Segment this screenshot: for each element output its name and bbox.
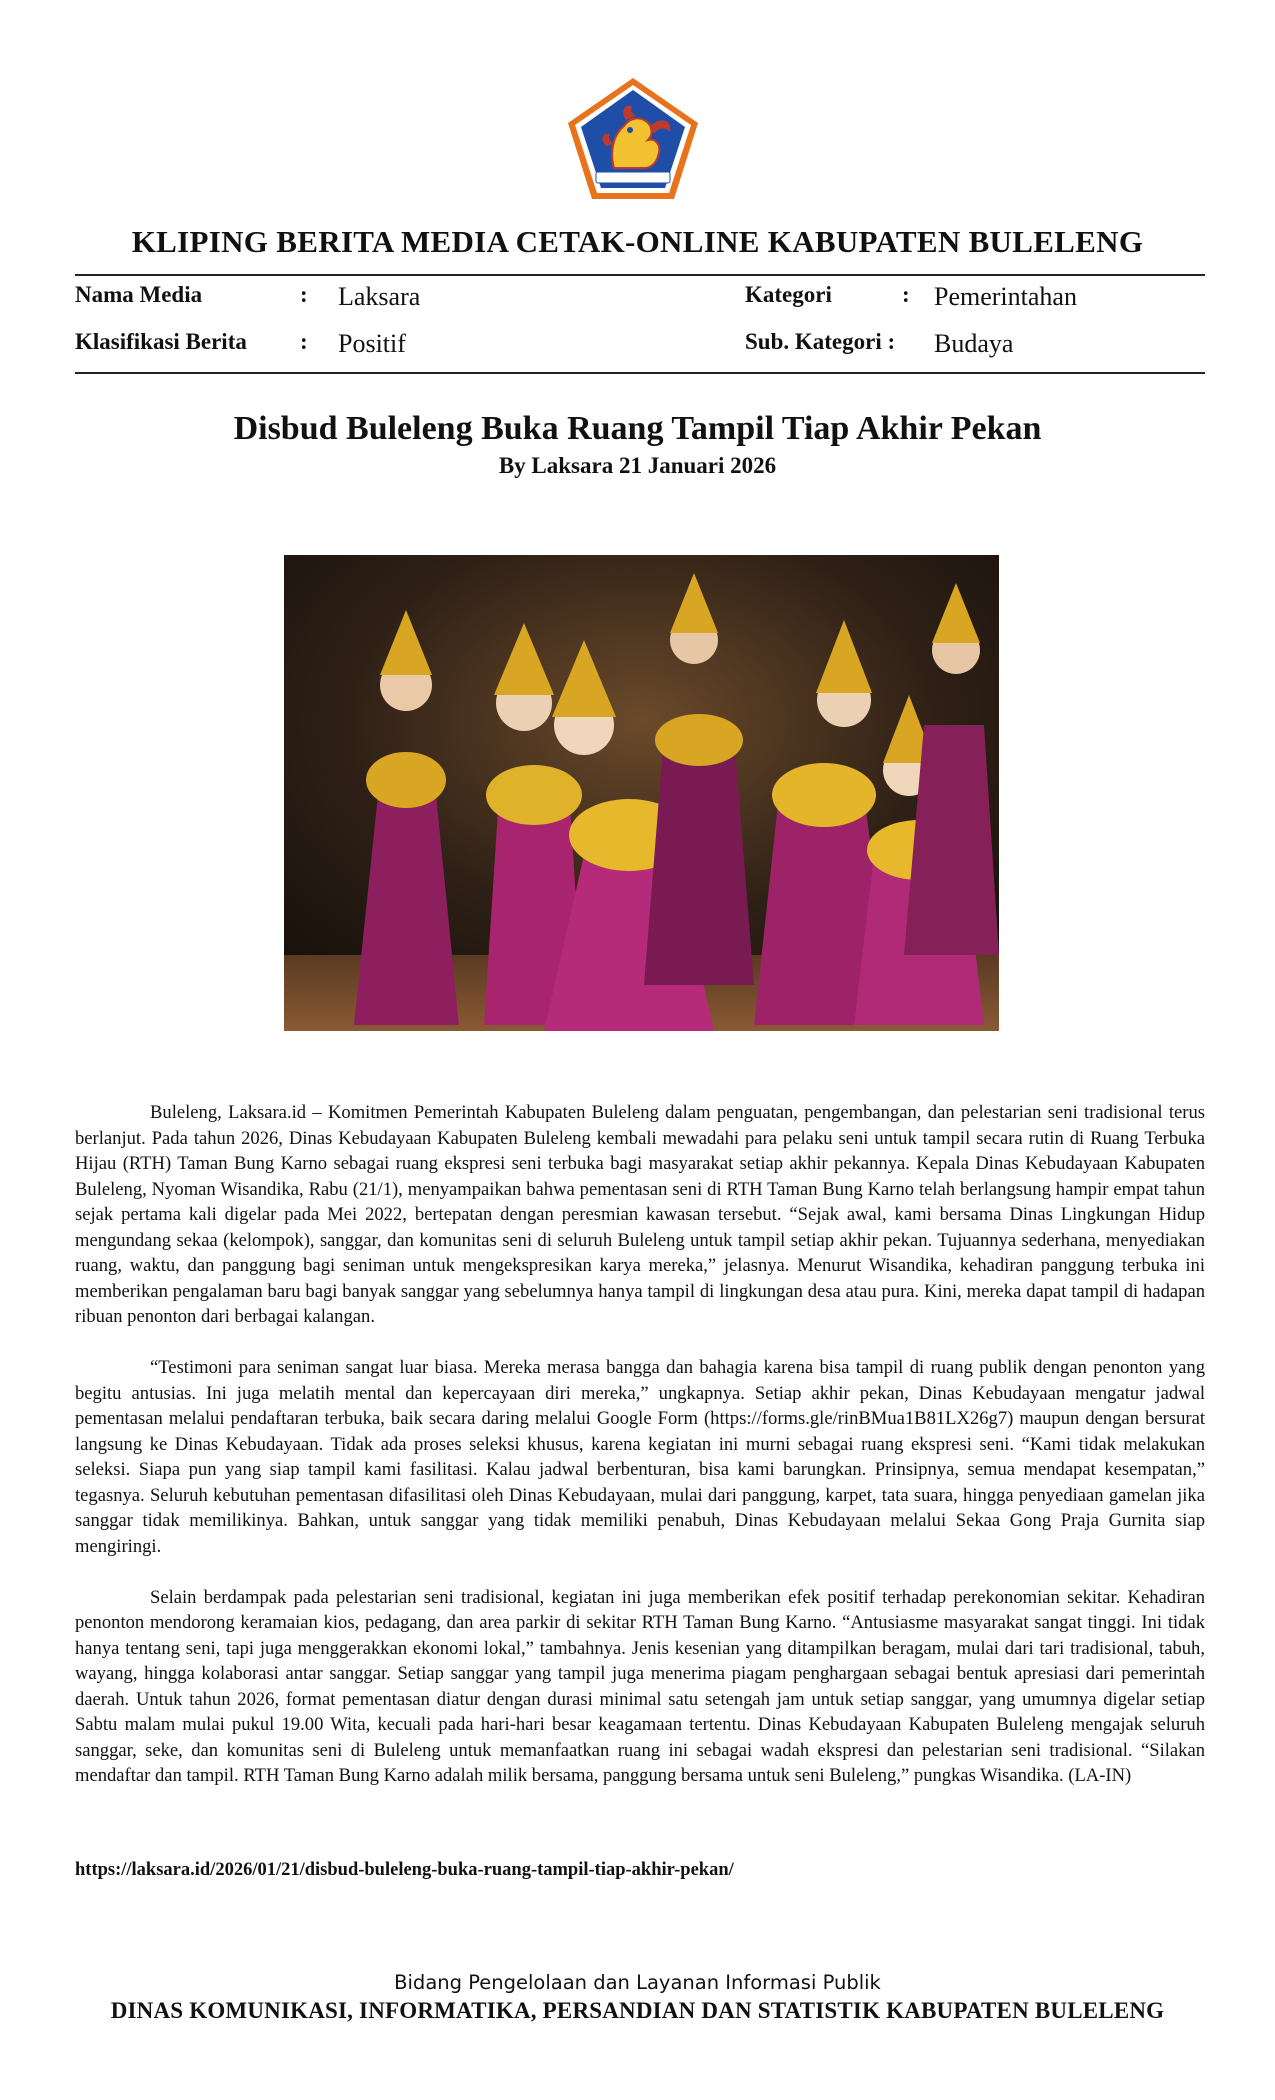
article-byline: By Laksara 21 Januari 2026: [498, 453, 777, 478]
article-photo: [284, 555, 999, 1031]
article-paragraph-3: Selain berdampak pada pelestarian seni tradisional, kegiatan ini juga memberikan efek positif terhadap perekonomian sekitar. Kehadiran penonton mendorong keramaian kios, pedagang, dan area parkir di sekitar RTH Taman Bung Karno. “Antusiasme masyarakat sangat tinggi. Ini tidak hanya tentang seni, tapi juga menggerakkan ekonomi lokal,” tambahnya. Jenis kesenian yang ditampilkan beragam, mulai dari tari tradisional, tabuh, wayang, hingga kolaborasi antar sanggar. Setiap sanggar yang tampil juga menerima piagam penghargaan sebagai bentuk apresiasi dari pemerintah daerah. Untuk tahun 2026, format pementasan diatur dengan durasi minimal satu setengah jam untuk setiap sanggar, yang umumnya digelar setiap Sabtu malam mulai pukul 19.00 Wita, kecuali pada hari-hari besar keagamaan tertentu. Dinas Kebudayaan Kabupaten Buleleng mengajak seluruh sanggar, seke, dan komunitas seni di Buleleng untuk memanfaatkan ruang ini sebagai wadah ekspresi dan pelestarian seni tradisional. “Silakan mendaftar dan tampil. RTH Taman Bung Karno adalah milik bersama, panggung bersama untuk seni Buleleng,” pungkas Wisandika. (LA-IN): [75, 1586, 1205, 1786]
article-paragraph-1: Buleleng, Laksara.id – Komitmen Pemerintah Kabupaten Buleleng dalam penguatan, pengembangan, dan pelestarian seni tradisional terus berlanjut. Pada tahun 2026, Dinas Kebudayaan Kabupaten Buleleng kembali mewadahi para pelaku seni untuk tampil secara rutin di Ruang Terbuka Hijau (RTH) Taman Bung Karno sebagai ruang ekspresi seni terbuka bagi masyarakat setiap akhir pekannya. Kepala Dinas Kebudayaan Kabupaten Buleleng, Nyoman Wisandika, Rabu (21/1), menyampaikan bahwa pementasan seni di RTH Taman Bung Karno telah berlangsung hampir empat tahun sejak pertama kali digelar pada Mei 2022, bertepatan dengan peresmian kawasan tersebut. “Sejak awal, kami bersama Dinas Lingkungan Hidup mengundang sekaa (kelompok), sanggar, dan komunitas seni di seluruh Buleleng untuk tampil setiap akhir pekan. Tujuannya sederhana, menyediakan ruang, waktu, dan panggung bagi seniman untuk mengekspresikan karya mereka,” jelasnya. Menurut Wisandika, kehadiran panggung terbuka ini memberikan pengalaman baru bagi banyak sanggar yang sebelumnya hanya tampil di lingkungan desa atau pura. Kini, mereka dapat tampil di hadapan ribuan penonton dari berbagai kalangan.: [75, 1102, 1205, 1327]
header-rule-bottom: [75, 372, 1205, 374]
klasifikasi-value: Positif: [338, 329, 406, 358]
kategori-colon: :: [902, 282, 910, 307]
kabupaten-buleleng-logo: [566, 76, 700, 202]
article-paragraph-2: “Testimoni para seniman sangat luar biasa. Mereka merasa bangga dan bahagia karena bisa tampil di ruang publik dengan penonton yang begitu antusias. Ini juga melatih mental dan kepercayaan diri mereka,” ungkapnya. Setiap akhir pekan, Dinas Kebudayaan mengatur jadwal pementasan melalui pendaftaran terbuka, baik secara daring melalui Google Form (https://forms.gle/rinBMua1B81LX26g7) maupun dengan bersurat langsung ke Dinas Kebudayaan. Tidak ada proses seleksi khusus, karena kegiatan ini murni sebagai ruang ekspresi seni. “Kami tidak melakukan seleksi. Siapa pun yang siap tampil kami fasilitasi. Kalau jadwal berbenturan, bisa kami barungkan. Prinsipnya, semua mendapat kesempatan,” tegasnya. Seluruh kebutuhan pementasan difasilitasi oleh Dinas Kebudayaan, mulai dari panggung, karpet, tata suara, hingga penyediaan gamelan jika sanggar tidak memilikinya. Bahkan, untuk sanggar yang tidak memiliki penabuh, Dinas Kebudayaan melalui Sekaa Gong Praja Gurnita siap mengiringi.: [75, 1357, 1205, 1557]
kategori-label: Kategori: [745, 282, 832, 307]
sub-kategori-value: Budaya: [934, 329, 1014, 358]
header-rule-top: [75, 274, 1205, 276]
kategori-value: Pemerintahan: [934, 282, 1077, 311]
article-body: [75, 1100, 1205, 1814]
sub-kategori-label: Sub. Kategori :: [745, 329, 896, 354]
klasifikasi-colon: :: [300, 329, 308, 354]
nama-media-value: Laksara: [338, 282, 421, 311]
footer-agency: DINAS KOMUNIKASI, INFORMATIKA, PERSANDIAN DAN STATISTIK KABUPATEN BULELENG: [110, 1998, 1165, 2023]
article-headline: Disbud Buleleng Buka Ruang Tampil Tiap Akhir Pekan: [233, 410, 1042, 447]
klasifikasi-label: Klasifikasi Berita: [75, 329, 247, 354]
nama-media-label: Nama Media: [75, 282, 203, 307]
source-url-link[interactable]: https://laksara.id/2026/01/21/disbud-buleleng-buka-ruang-tampil-tiap-akhir-pekan/: [75, 1860, 734, 1880]
footer-division: Bidang Pengelolaan dan Layanan Informasi Publik: [394, 1971, 881, 1994]
document-title: KLIPING BERITA MEDIA CETAK-ONLINE KABUPATEN BULELENG: [131, 224, 1144, 259]
nama-media-colon: :: [300, 282, 308, 307]
